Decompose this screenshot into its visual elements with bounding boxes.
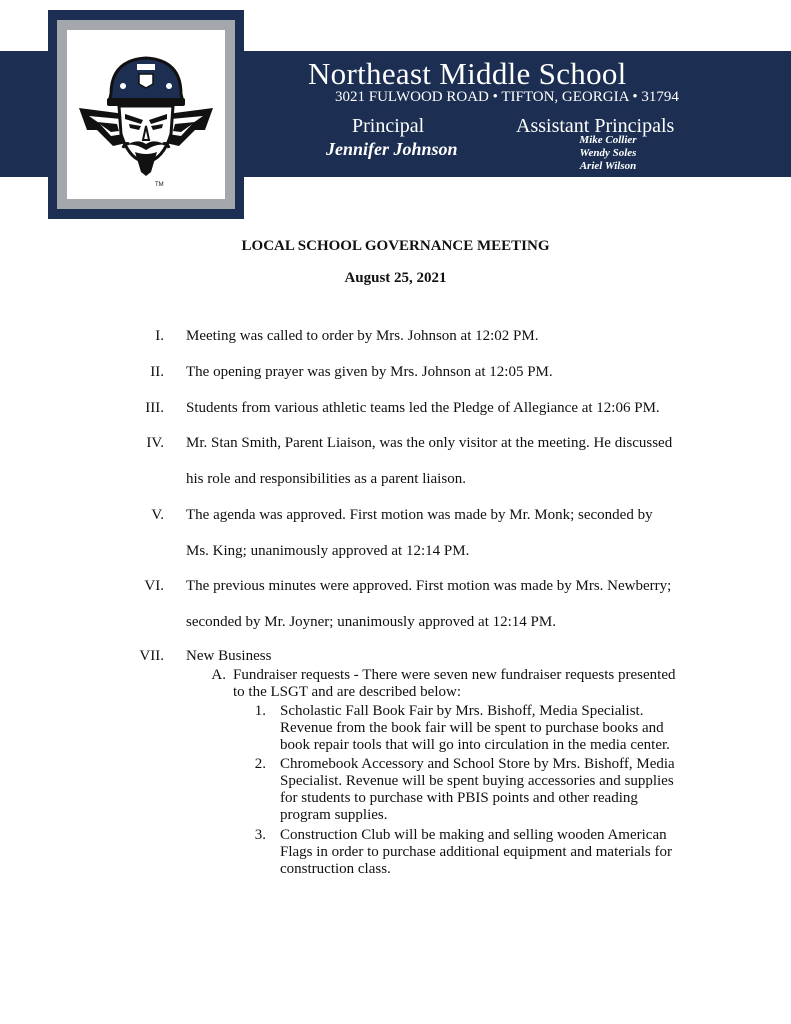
item-number: III. [145,400,164,416]
request-number: 1. [254,703,266,719]
request-line: Scholastic Fall Book Fair by Mrs. Bishoff, Media Specialist. [280,703,644,719]
request-line: construction class. [280,861,391,877]
item-text [186,648,706,665]
request-text [280,703,720,754]
item-number: V. [151,507,164,523]
item-line: Ms. King; unanimously approved at 12:14 PM. [186,543,470,559]
item-line: Students from various athletic teams led the Pledge of Allegiance at 12:06 PM. [186,400,660,416]
item-line: seconded by Mr. Joyner; unanimously approved at 12:14 PM. [186,614,556,630]
item-text [186,568,706,640]
assistant-principal-name: Mike Collier [579,134,637,146]
item-line: The opening prayer was given by Mrs. Johnson at 12:05 PM. [186,364,553,380]
request-line: Chromebook Accessory and School Store by Mrs. Bishoff, Media [280,756,675,772]
request-line: Flags in order to purchase additional equipment and materials for [280,844,672,860]
item-number: II. [150,364,164,380]
school-address: 3021 FULWOOD ROAD • TIFTON, GEORGIA • 31794 [335,89,679,105]
item-number: VII. [139,648,164,664]
item-number: IV. [146,435,164,451]
request-line: Revenue from the book fair will be spent to purchase books and [280,720,664,736]
item-line: The agenda was approved. First motion was made by Mr. Monk; seconded by [186,507,653,523]
item-text [186,390,706,426]
item-number: I. [155,328,164,344]
assistant-principal-name: Ariel Wilson [579,160,637,172]
request-number: 2. [254,756,266,772]
request-text [280,827,720,878]
logo-frame [48,10,244,219]
item-line: New Business [186,648,272,664]
assistant-principal-names [540,134,676,173]
request-line: for students to purchase with PBIS points and other reading [280,790,638,806]
item-line: The previous minutes were approved. First motion was made by Mrs. Newberry; [186,578,672,594]
principal-role-label: Principal [352,115,425,137]
subitem-line: Fundraiser requests - There were seven new fundraiser requests presented [233,667,676,683]
principal-name: Jennifer Johnson [326,139,458,159]
school-name: Northeast Middle School [308,56,627,91]
request-line: program supplies. [280,807,388,823]
item-text [186,354,706,390]
item-line: Mr. Stan Smith, Parent Liaison, was the only visitor at the meeting. He discussed [186,435,673,451]
subitem-letter: A. [211,667,226,683]
request-line: book repair tools that will go into circulation in the media center. [280,737,670,753]
document-title: LOCAL SCHOOL GOVERNANCE MEETING [241,238,550,254]
logo-border [57,20,235,209]
request-line: Construction Club will be making and selling wooden American [280,827,667,843]
mascot-logo-icon [67,30,225,199]
assistant-principals-label: Assistant Principals [516,115,675,137]
subitem-text [233,667,713,701]
item-line: Meeting was called to order by Mrs. Johnson at 12:02 PM. [186,328,539,344]
logo-panel [67,30,225,199]
document-date: August 25, 2021 [344,270,447,286]
item-number: VI. [144,578,164,594]
logo-trademark: TM [155,182,164,188]
request-text [280,756,720,824]
item-line: his role and responsibilities as a parent liaison. [186,471,466,487]
request-line: Specialist. Revenue will be spent buying accessories and supplies [280,773,674,789]
item-text [186,425,706,497]
request-number: 3. [254,827,266,843]
assistant-principal-name: Wendy Soles [579,147,637,159]
item-text [186,497,706,569]
subitem-line: to the LSGT and are described below: [233,684,461,700]
item-text [186,318,706,354]
